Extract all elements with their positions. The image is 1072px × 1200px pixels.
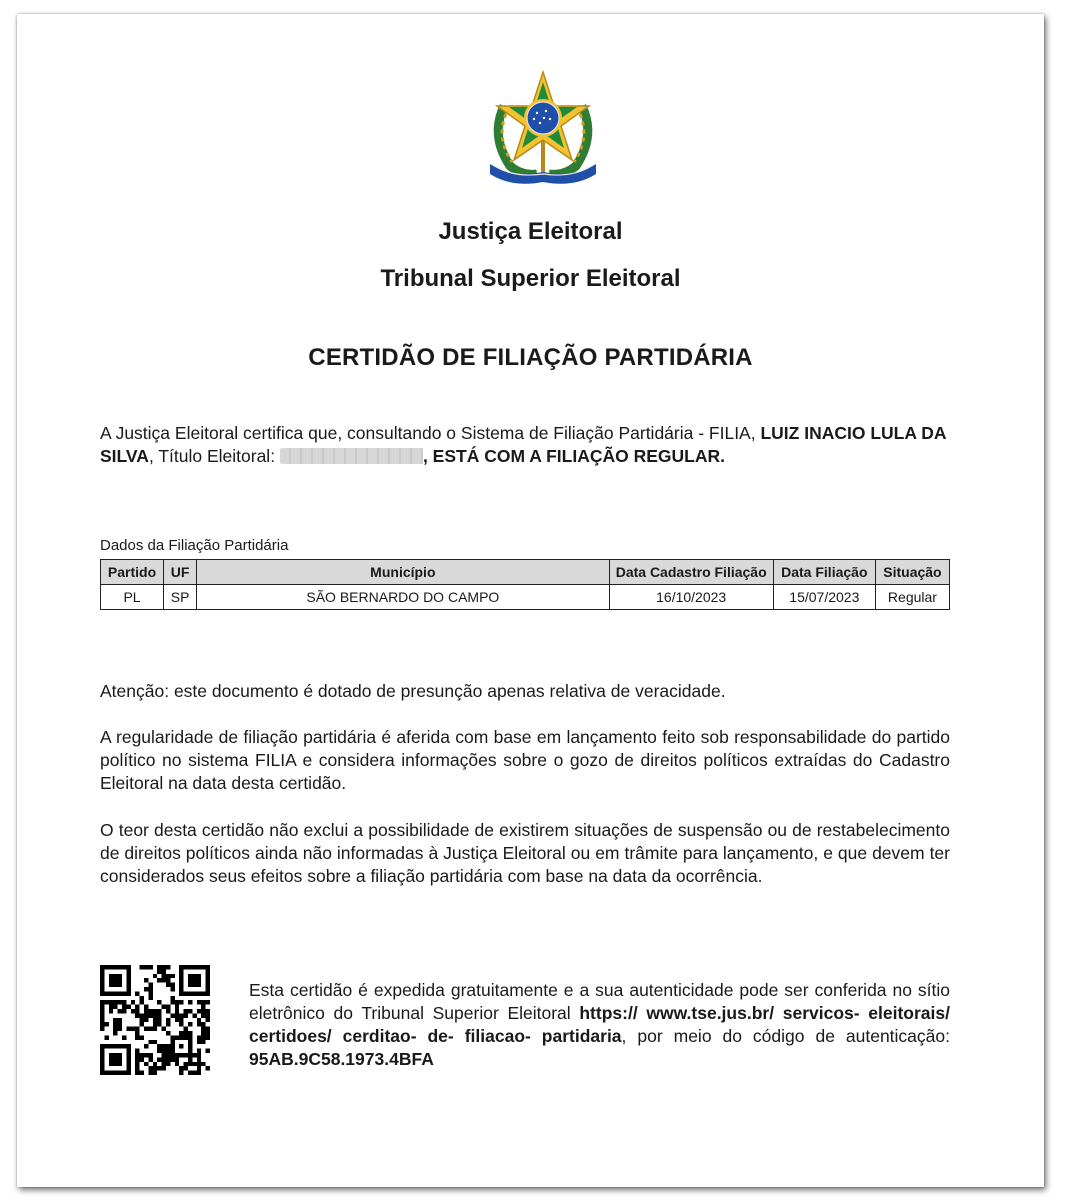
certificate-page	[17, 14, 1044, 1187]
col-municipio: Município	[197, 560, 609, 585]
col-data-cadastro: Data Cadastro Filiação	[609, 560, 773, 585]
col-partido: Partido	[101, 560, 164, 585]
verification-url[interactable]: https:// www.tse.jus.br/ servicos- eleitorais/ certidoes/ cerditao- de- filiacao- partidaria	[249, 1003, 950, 1046]
table-header-row	[101, 560, 950, 585]
table-row	[101, 585, 950, 610]
cell-situacao: Regular	[875, 585, 949, 610]
authentication-paragraph	[249, 979, 950, 1071]
col-situacao: Situação	[875, 560, 949, 585]
cell-partido: PL	[101, 585, 164, 610]
cell-data-filiacao: 15/07/2023	[773, 585, 875, 610]
document-title: CERTIDÃO DE FILIAÇÃO PARTIDÁRIA	[308, 344, 753, 371]
voter-id-label: , Título Eleitoral:	[148, 446, 280, 466]
cell-data-cadastro: 16/10/2023	[609, 585, 773, 610]
citizen-name: LUIZ INACIO LULA DA SILVA	[100, 423, 946, 466]
redacted-voter-id	[280, 448, 423, 464]
auth-text: Esta certidão é expedida gratuitamente e a sua autenticidade pode ser conferida no sítio eletrônico do Tribunal Superior Eleitoral	[249, 980, 950, 1023]
cell-uf: SP	[164, 585, 197, 610]
disclaimer-paragraph: O teor desta certidão não exclui a possibilidade de existirem situações de suspensão ou de restabelecimento de direitos políticos ainda não informadas à Justiça Eleitoral ou em trâmite para lançamento, e que devem ter considerados seus efeitos sobre a filiação partidária com base na data da ocorrência.	[100, 820, 950, 886]
col-data-filiacao: Data Filiação	[773, 560, 875, 585]
col-uf: UF	[164, 560, 197, 585]
affiliation-status: , ESTÁ COM A FILIAÇÃO REGULAR.	[422, 446, 725, 466]
qr-code-icon	[100, 965, 210, 1075]
cell-municipio: SÃO BERNARDO DO CAMPO	[197, 585, 609, 610]
brazil-coat-of-arms-icon	[482, 66, 604, 190]
authentication-code: 95AB.9C58.1973.4BFA	[249, 1049, 434, 1069]
regularity-paragraph: A regularidade de filiação partidária é aferida com base em lançamento feito sob responsabilidade do partido político no sistema FILIA e considera informações sobre o gozo de direitos políticos extraídas do Cadastro Eleitoral na data desta certidão.	[100, 727, 950, 793]
statement-prefix: A Justiça Eleitoral certifica que, consultando o Sistema de Filiação Partidária - FILIA,	[100, 423, 761, 443]
affiliation-table	[100, 559, 950, 610]
table-caption: Dados da Filiação Partidária	[100, 537, 289, 554]
institution-name: Justiça Eleitoral	[438, 218, 623, 245]
court-name: Tribunal Superior Eleitoral	[380, 265, 681, 292]
code-label: , por meio do código de autenticação:	[621, 1026, 950, 1046]
certification-statement	[100, 422, 950, 468]
attention-note: Atenção: este documento é dotado de presunção apenas relativa de veracidade.	[100, 681, 726, 701]
